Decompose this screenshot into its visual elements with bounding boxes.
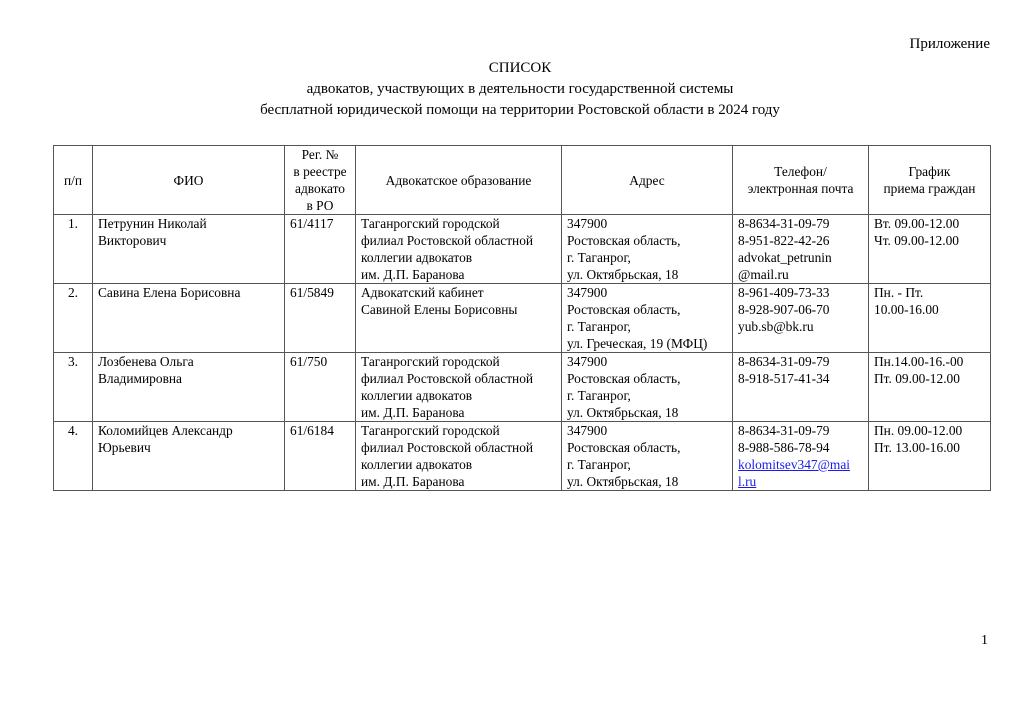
cell-line: 61/4117	[290, 216, 334, 231]
header-line: в реестре	[293, 164, 347, 179]
cell-address	[562, 284, 733, 353]
title-line: адвокатов, участвующих в деятельности государственной системы	[306, 81, 734, 97]
cell-line: Савина Елена Борисовна	[98, 285, 241, 300]
cell-num	[54, 284, 93, 353]
cell-line: 61/6184	[290, 423, 334, 438]
header-line: ФИО	[173, 172, 204, 188]
cell-org	[356, 353, 562, 422]
cell-num	[54, 353, 93, 422]
title-line: СПИСОК	[488, 60, 552, 76]
header-line: График	[908, 164, 951, 179]
cell-line: Чт. 09.00-12.00	[874, 233, 959, 248]
cell-line: Лозбенева Ольга	[98, 354, 194, 369]
header-line: Телефон/	[774, 164, 827, 179]
header-line: п/п	[63, 172, 83, 188]
cell-line: ул. Октябрьская, 18	[567, 405, 679, 420]
header-line: Адрес	[629, 172, 665, 188]
header-schedule	[869, 146, 991, 215]
cell-line: 8-8634-31-09-79	[738, 354, 830, 369]
cell-line: филиал Ростовской областной	[361, 371, 534, 386]
cell-schedule	[869, 422, 991, 491]
header-organization	[356, 146, 562, 215]
cell-line: 8-988-586-78-94	[738, 440, 830, 455]
cell-line: yub.sb@bk.ru	[738, 319, 814, 334]
cell-line: 8-918-517-41-34	[738, 371, 830, 386]
cell-line: Ростовская область,	[567, 302, 681, 317]
header-name	[93, 146, 285, 215]
header-line: Адвокатское образование	[385, 172, 532, 188]
header-address	[562, 146, 733, 215]
cell-line: Пн. 09.00-12.00	[874, 423, 963, 438]
cell-line: Пт. 13.00-16.00	[874, 440, 960, 455]
cell-line: филиал Ростовской областной	[361, 233, 534, 248]
cell-line: Юрьевич	[98, 440, 151, 455]
email-link[interactable]: l.ru	[738, 474, 757, 489]
cell-name	[93, 215, 285, 284]
cell-reg	[285, 353, 356, 422]
cell-schedule	[869, 215, 991, 284]
cell-line: Пн. - Пт.	[874, 285, 924, 300]
title-line: бесплатной юридической помощи на территории Ростовской области в 2024 году	[260, 102, 780, 118]
table-row	[54, 284, 991, 353]
cell-line: коллегии адвокатов	[361, 250, 473, 265]
cell-line: филиал Ростовской областной	[361, 440, 534, 455]
header-line: электронная почта	[747, 181, 854, 196]
cell-line: 1.	[67, 216, 79, 231]
cell-line: 8-951-822-42-26	[738, 233, 830, 248]
cell-line: 3.	[67, 354, 79, 369]
cell-line: г. Таганрог,	[567, 457, 631, 472]
lawyers-table	[53, 145, 991, 491]
cell-line: 4.	[67, 423, 79, 438]
cell-org	[356, 284, 562, 353]
cell-line: им. Д.П. Баранова	[361, 474, 465, 489]
page-number: 1	[981, 633, 988, 648]
cell-line: 8-8634-31-09-79	[738, 216, 830, 231]
cell-line: 8-8634-31-09-79	[738, 423, 830, 438]
cell-address	[562, 215, 733, 284]
cell-num	[54, 422, 93, 491]
header-line: приема граждан	[883, 181, 976, 196]
cell-line: 61/750	[290, 354, 328, 369]
cell-reg	[285, 284, 356, 353]
cell-line: г. Таганрог,	[567, 388, 631, 403]
header-line: адвокато	[295, 181, 345, 196]
cell-line: Адвокатский кабинет	[361, 285, 484, 300]
cell-line: Ростовская область,	[567, 233, 681, 248]
cell-line: Коломийцев Александр	[98, 423, 233, 438]
cell-line: 347900	[567, 285, 608, 300]
header-line: в РО	[306, 198, 334, 213]
cell-line: 61/5849	[290, 285, 334, 300]
cell-org	[356, 422, 562, 491]
header-line: Рег. №	[301, 147, 339, 162]
cell-line: ул. Греческая, 19 (МФЦ)	[567, 336, 708, 351]
cell-line: Петрунин Николай	[98, 216, 207, 231]
cell-line: 347900	[567, 216, 608, 231]
email-link[interactable]: kolomitsev347@mai	[738, 457, 851, 472]
cell-line: Пн.14.00-16.-00	[874, 354, 964, 369]
cell-line: Ростовская область,	[567, 371, 681, 386]
cell-line: г. Таганрог,	[567, 319, 631, 334]
cell-line: Савиной Елены Борисовны	[361, 302, 518, 317]
cell-line: 8-961-409-73-33	[738, 285, 830, 300]
cell-contacts	[733, 284, 869, 353]
document-title	[0, 58, 1024, 121]
cell-line: Таганрогский городской	[361, 216, 500, 231]
cell-address	[562, 422, 733, 491]
cell-line: Владимировна	[98, 371, 182, 386]
cell-schedule	[869, 284, 991, 353]
cell-line: advokat_petrunin	[738, 250, 832, 265]
table-row	[54, 422, 991, 491]
cell-contacts	[733, 353, 869, 422]
cell-line: Вт. 09.00-12.00	[874, 216, 960, 231]
cell-line: 2.	[67, 285, 79, 300]
cell-address	[562, 353, 733, 422]
cell-contacts	[733, 215, 869, 284]
cell-line: им. Д.П. Баранова	[361, 267, 465, 282]
cell-line: Пт. 09.00-12.00	[874, 371, 960, 386]
cell-line: ул. Октябрьская, 18	[567, 474, 679, 489]
cell-line: коллегии адвокатов	[361, 457, 473, 472]
cell-line: 347900	[567, 354, 608, 369]
cell-line: 8-928-907-06-70	[738, 302, 830, 317]
cell-num	[54, 215, 93, 284]
cell-name	[93, 353, 285, 422]
table-row	[54, 215, 991, 284]
cell-line: ул. Октябрьская, 18	[567, 267, 679, 282]
cell-contacts	[733, 422, 869, 491]
cell-line: Таганрогский городской	[361, 354, 500, 369]
cell-name	[93, 284, 285, 353]
cell-org	[356, 215, 562, 284]
cell-line: 10.00-16.00	[874, 302, 939, 317]
cell-reg	[285, 215, 356, 284]
cell-name	[93, 422, 285, 491]
cell-line: @mail.ru	[738, 267, 789, 282]
table-row	[54, 353, 991, 422]
cell-reg	[285, 422, 356, 491]
cell-line: коллегии адвокатов	[361, 388, 473, 403]
header-reg-number	[285, 146, 356, 215]
cell-line: 347900	[567, 423, 608, 438]
header-number	[54, 146, 93, 215]
cell-line: Викторович	[98, 233, 167, 248]
header-contacts	[733, 146, 869, 215]
cell-line: им. Д.П. Баранова	[361, 405, 465, 420]
cell-line: г. Таганрог,	[567, 250, 631, 265]
cell-line: Ростовская область,	[567, 440, 681, 455]
appendix-label: Приложение	[909, 36, 990, 52]
cell-schedule	[869, 353, 991, 422]
table-header-row	[54, 146, 991, 215]
cell-line: Таганрогский городской	[361, 423, 500, 438]
